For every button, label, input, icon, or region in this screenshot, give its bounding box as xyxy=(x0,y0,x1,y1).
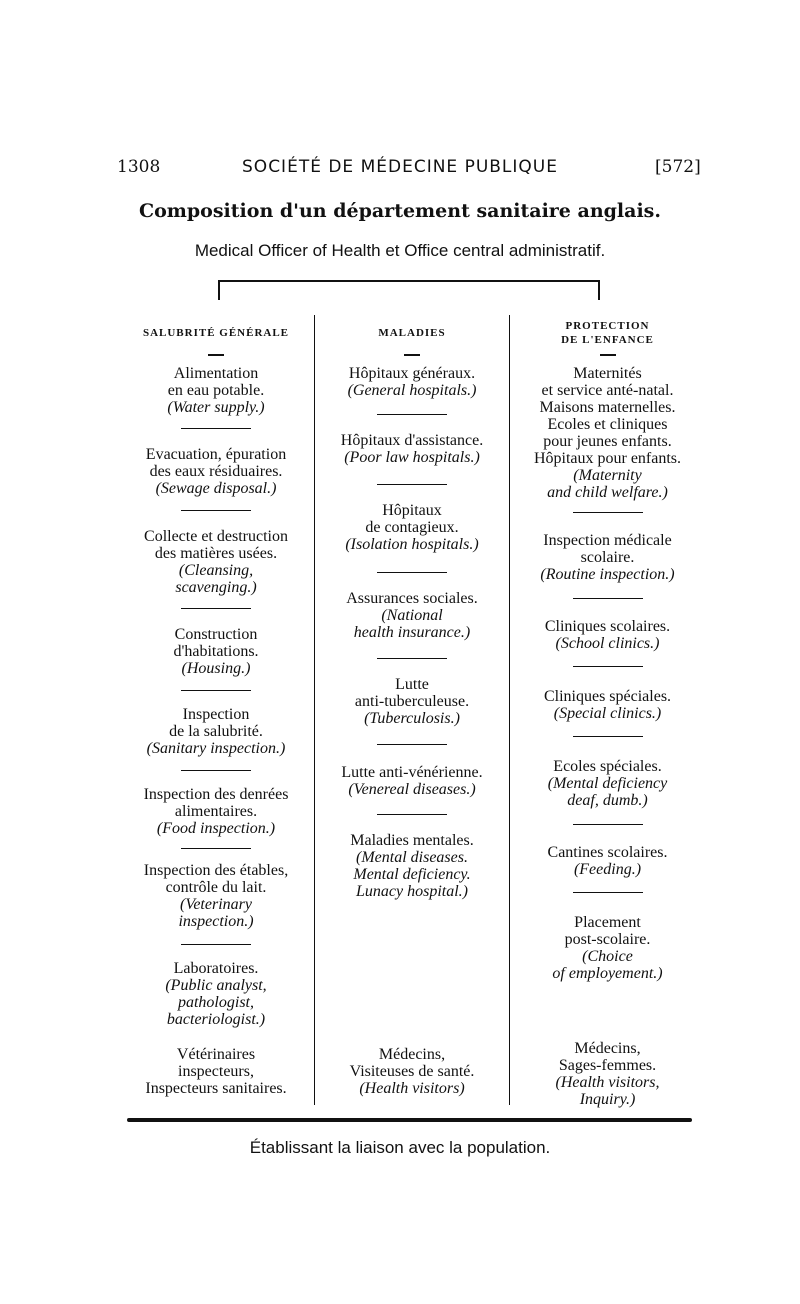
separator xyxy=(181,770,251,771)
list-item: Collecte et destruction des matières usées. (Cleansing, scavenging.) xyxy=(144,528,288,596)
list-item: Assurances sociales. (National health insurance.) xyxy=(346,590,478,641)
list-item: Laboratoires. (Public analyst, pathologist, bacteriologist.) xyxy=(165,960,267,1028)
separator xyxy=(377,414,447,415)
separator xyxy=(181,428,251,429)
bracket-page-number: [572] xyxy=(655,157,701,177)
list-item: Inspection médicale scolaire. (Routine inspection.) xyxy=(540,532,675,583)
list-item: Cliniques spéciales. (Special clinics.) xyxy=(543,688,672,722)
heading-dash xyxy=(404,354,420,356)
heading-dash xyxy=(208,354,224,356)
separator xyxy=(181,944,251,945)
page-number: 1308 xyxy=(117,157,161,177)
page-title: Composition d'un département sanitaire anglais. xyxy=(139,200,661,222)
list-item: Inspection des denrées alimentaires. (Food inspection.) xyxy=(143,786,289,837)
separator xyxy=(377,572,447,573)
list-item: Inspection des étables, contrôle du lait. (Veterinary inspection.) xyxy=(143,862,289,930)
list-item: Hôpitaux de contagieux. (Isolation hospitals.) xyxy=(345,502,479,553)
list-item: Alimentation en eau potable. (Water supply.) xyxy=(167,365,265,416)
separator xyxy=(573,512,643,513)
separator xyxy=(181,510,251,511)
separator xyxy=(377,658,447,659)
column-maladies xyxy=(315,318,509,1108)
footer-caption: Établissant la liaison avec la population. xyxy=(249,1138,551,1157)
column-protection-enfance xyxy=(510,318,705,1108)
separator xyxy=(377,814,447,815)
bottom-rule xyxy=(127,1118,692,1122)
list-item: Evacuation, épuration des eaux résiduaires. (Sewage disposal.) xyxy=(145,446,287,497)
column-heading: SALUBRITÉ GÉNÉRALE xyxy=(142,327,290,339)
column-salubrite xyxy=(118,318,314,1108)
list-item: Lutte anti-vénérienne. (Venereal diseases.) xyxy=(341,764,483,798)
list-item: Médecins, Sages-femmes. (Health visitors, Inquiry.) xyxy=(555,1040,660,1108)
list-item: Hôpitaux généraux. (General hospitals.) xyxy=(347,365,477,399)
list-item: Cliniques scolaires. (School clinics.) xyxy=(544,618,671,652)
org-chart-bracket xyxy=(218,280,600,300)
list-item: Maladies mentales. (Mental diseases. Mental deficiency. Lunacy hospital.) xyxy=(350,832,474,900)
list-item: Hôpitaux d'assistance. (Poor law hospitals.) xyxy=(340,432,484,466)
separator xyxy=(181,608,251,609)
separator xyxy=(573,666,643,667)
separator xyxy=(573,736,643,737)
list-item: Médecins, Visiteuses de santé. (Health visitors) xyxy=(349,1046,475,1097)
list-item: Ecoles spéciales. (Mental deficiency deaf, dumb.) xyxy=(547,758,668,809)
column-heading: MALADIES xyxy=(378,327,446,339)
column-heading: PROTECTION DE L'ENFANCE xyxy=(561,320,654,346)
running-title: SOCIÉTÉ DE MÉDECINE PUBLIQUE xyxy=(242,157,558,177)
list-item: Cantines scolaires. (Feeding.) xyxy=(547,844,668,878)
separator xyxy=(377,744,447,745)
list-item: Inspection de la salubrité. (Sanitary inspection.) xyxy=(146,706,286,757)
list-item: Placement post-scolaire. (Choice of employement.) xyxy=(552,914,663,982)
list-item: Vétérinaires inspecteurs, Inspecteurs sanitaires. xyxy=(145,1046,287,1097)
separator xyxy=(377,484,447,485)
separator xyxy=(573,892,643,893)
list-item: Maternités et service anté-natal. Maisons maternelles. Ecoles et cliniques pour jeunes enfants. Hôpitaux pour enfants. (Maternity and child welfare.) xyxy=(533,365,682,501)
separator xyxy=(573,598,643,599)
list-item: Construction d'habitations. (Housing.) xyxy=(173,626,259,677)
separator xyxy=(181,848,251,849)
separator xyxy=(573,824,643,825)
separator xyxy=(181,690,251,691)
subtitle: Medical Officer of Health et Office central administratif. xyxy=(194,241,606,260)
list-item: Lutte anti-tuberculeuse. (Tuberculosis.) xyxy=(354,676,470,727)
heading-dash xyxy=(600,354,616,356)
